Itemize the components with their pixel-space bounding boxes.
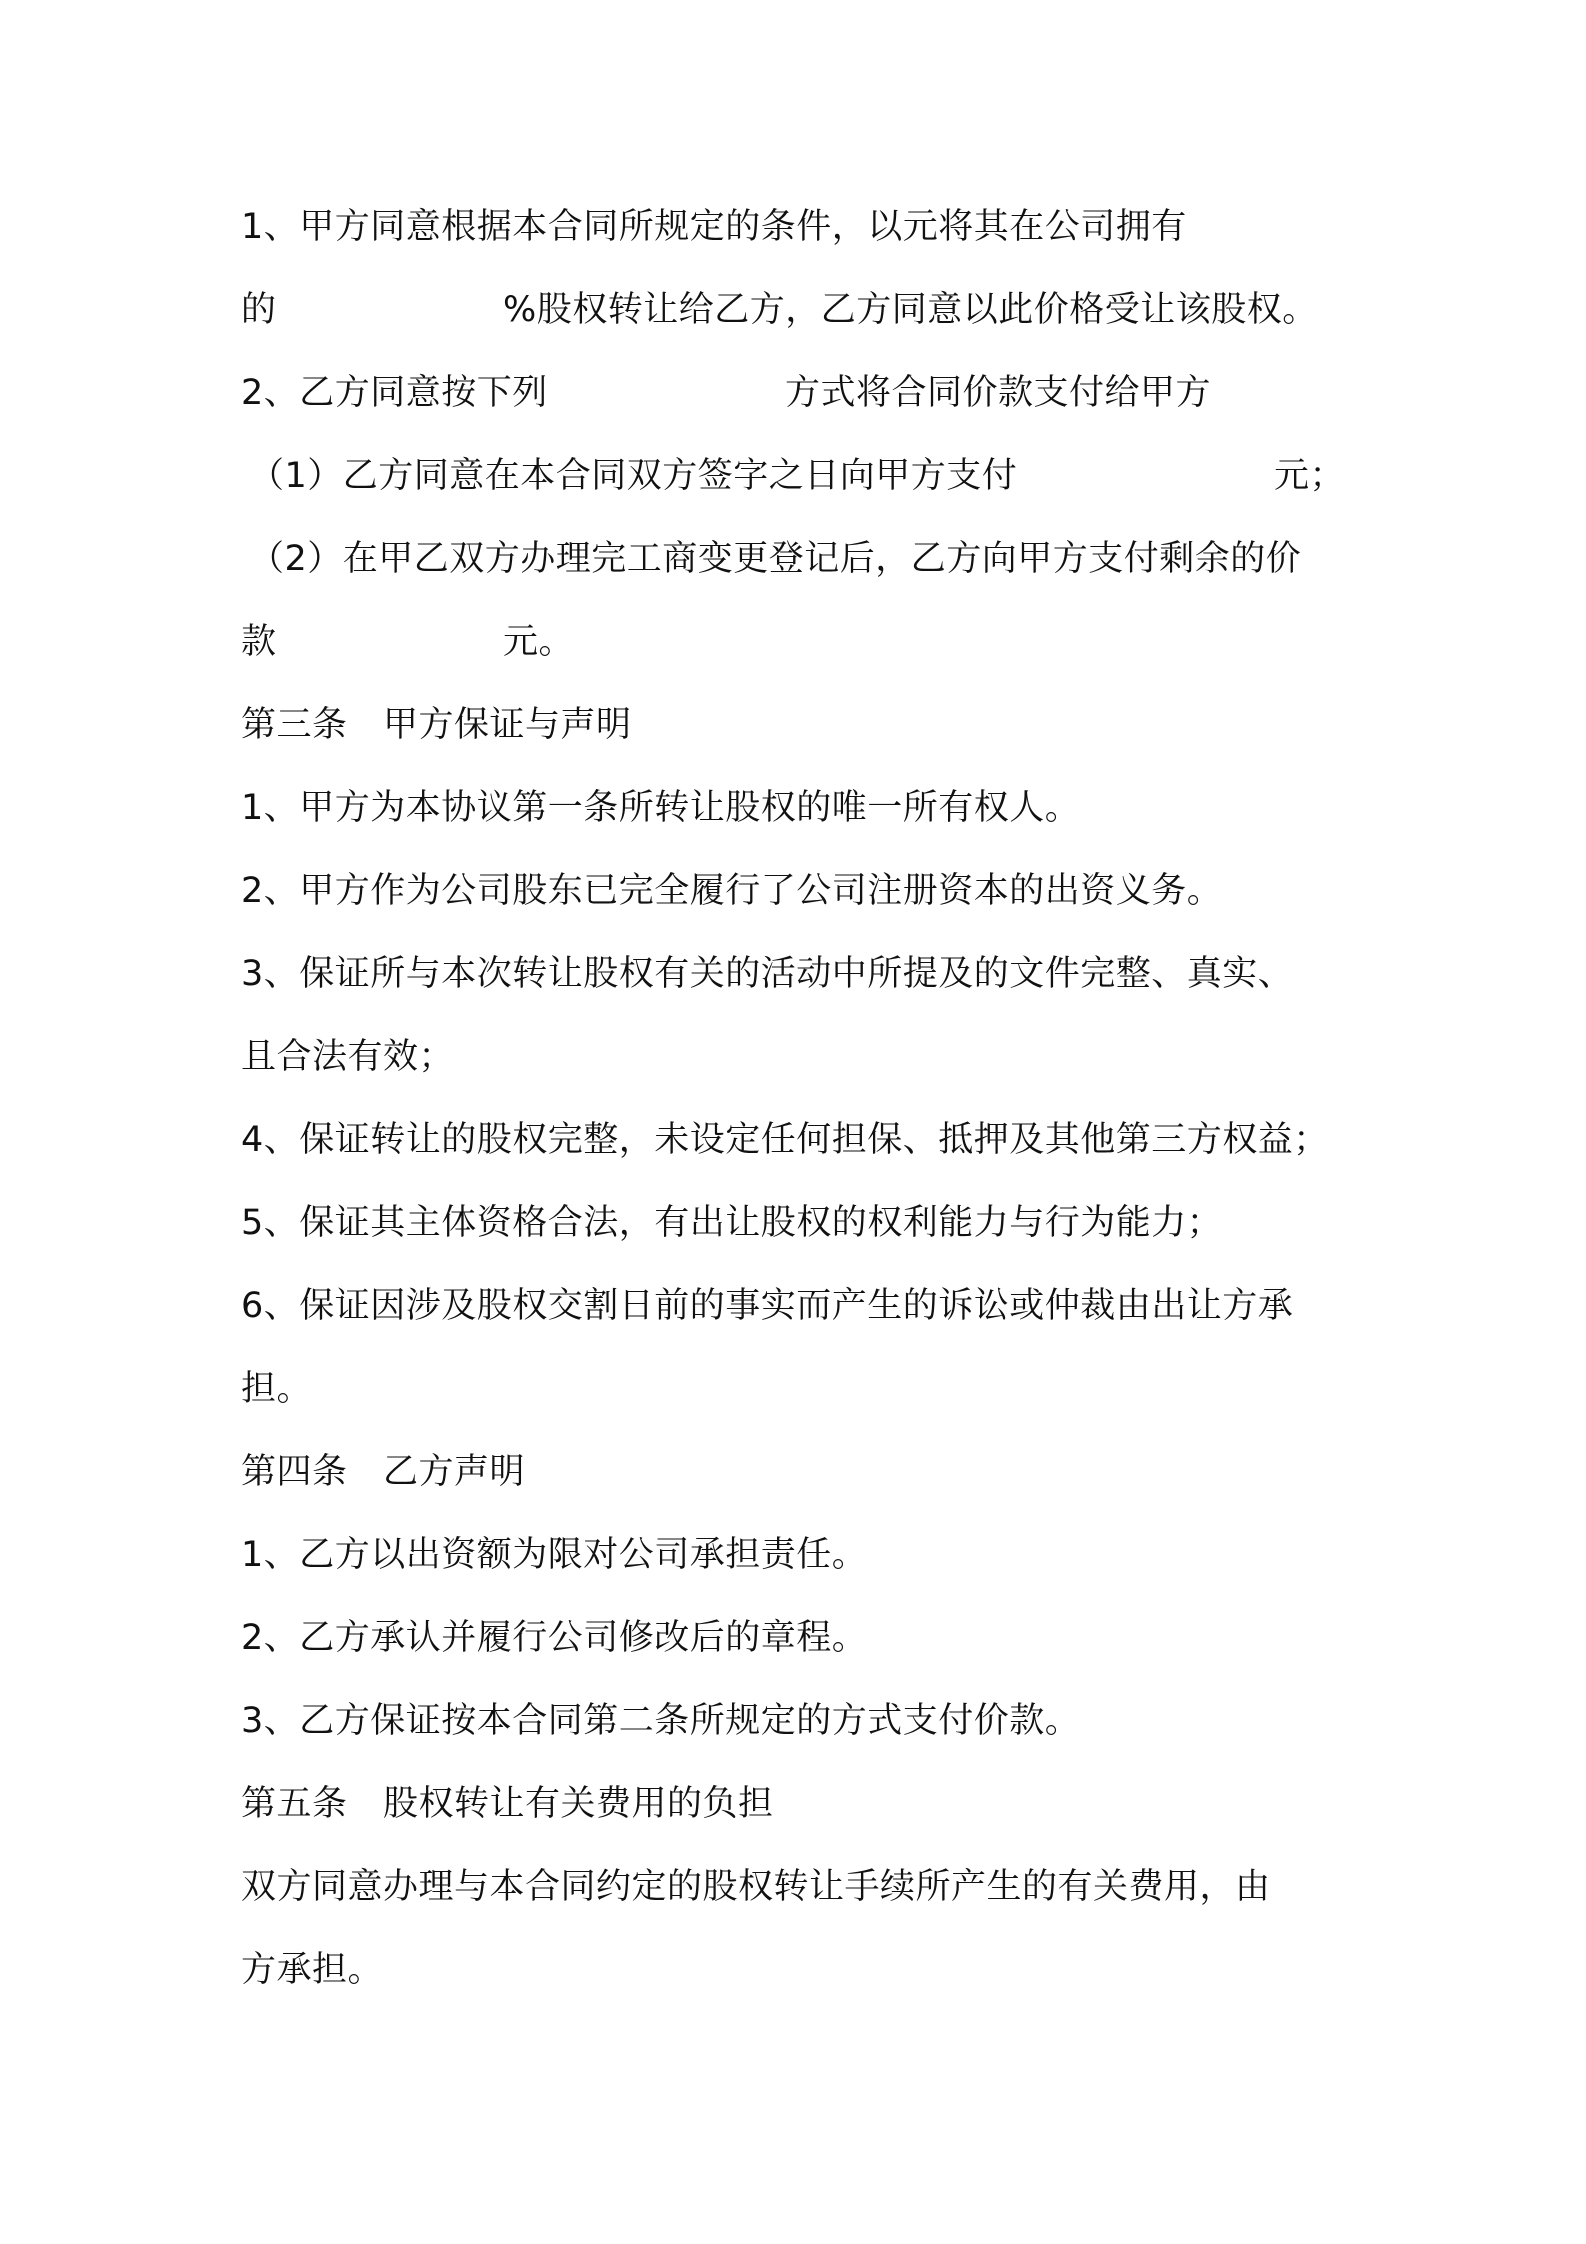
clause-5-heading-text: 第五条 股权转让有关费用的负担 xyxy=(241,1784,774,1824)
clause-4-item-2-text: 2、乙方承认并履行公司修改后的章程。 xyxy=(241,1618,868,1658)
clause-4-item-1-text: 1、乙方以出资额为限对公司承担责任。 xyxy=(241,1535,868,1575)
clause-3-heading-text: 第三条 甲方保证与声明 xyxy=(241,705,632,745)
clause-4-item-3-text: 3、乙方保证按本合同第二条所规定的方式支付价款。 xyxy=(241,1701,1081,1741)
clause-2-subitem-2-prefix: 款 xyxy=(241,622,277,662)
clause-2-item-2-end: 方式将合同价款支付给甲方 xyxy=(785,373,1212,413)
clause-2-subitem-2-unit: 元。 xyxy=(503,622,575,662)
clause-3-item-3-text: 3、保证所与本次转让股权有关的活动中所提及的文件完整、真实、 xyxy=(241,954,1294,994)
clause-4-heading-text: 第四条 乙方声明 xyxy=(241,1452,526,1492)
clause-2-item-1-prefix: 的 xyxy=(241,290,277,330)
clause-3-item-3-continuation: 且合法有效； xyxy=(241,1037,455,1077)
clause-2-item-1-text: 1、甲方同意根据本合同所规定的条件，以元将其在公司拥有 xyxy=(241,207,1187,247)
clause-2-item-2-start: 2、乙方同意按下列 xyxy=(241,373,548,413)
clause-5-body-text: 双方同意办理与本合同约定的股权转让手续所产生的有关费用，由 xyxy=(241,1867,1271,1907)
clause-3-item-2-text: 2、甲方作为公司股东已完全履行了公司注册资本的出资义务。 xyxy=(241,871,1223,911)
clause-2-item-1-continuation: %股权转让给乙方，乙方同意以此价格受让该股权。 xyxy=(503,290,1318,330)
clause-2-subitem-2-text: （2）在甲乙双方办理完工商变更登记后，乙方向甲方支付剩余的价 xyxy=(249,539,1302,579)
clause-3-item-6-continuation: 担。 xyxy=(241,1369,313,1409)
clause-2-subitem-1-text: （1）乙方同意在本合同双方签字之日向甲方支付 xyxy=(249,456,1018,496)
clause-3-item-1-text: 1、甲方为本协议第一条所转让股权的唯一所有权人。 xyxy=(241,788,1081,828)
clause-3-item-4-text: 4、保证转让的股权完整，未设定任何担保、抵押及其他第三方权益； xyxy=(241,1120,1329,1160)
clause-3-item-6-text: 6、保证因涉及股权交割日前的事实而产生的诉讼或仲裁由出让方承 xyxy=(241,1286,1294,1326)
clause-3-item-5-text: 5、保证其主体资格合法，有出让股权的权利能力与行为能力； xyxy=(241,1203,1223,1243)
clause-2-subitem-1-unit: 元； xyxy=(1274,456,1346,496)
clause-5-body-continuation: 方承担。 xyxy=(241,1950,384,1990)
